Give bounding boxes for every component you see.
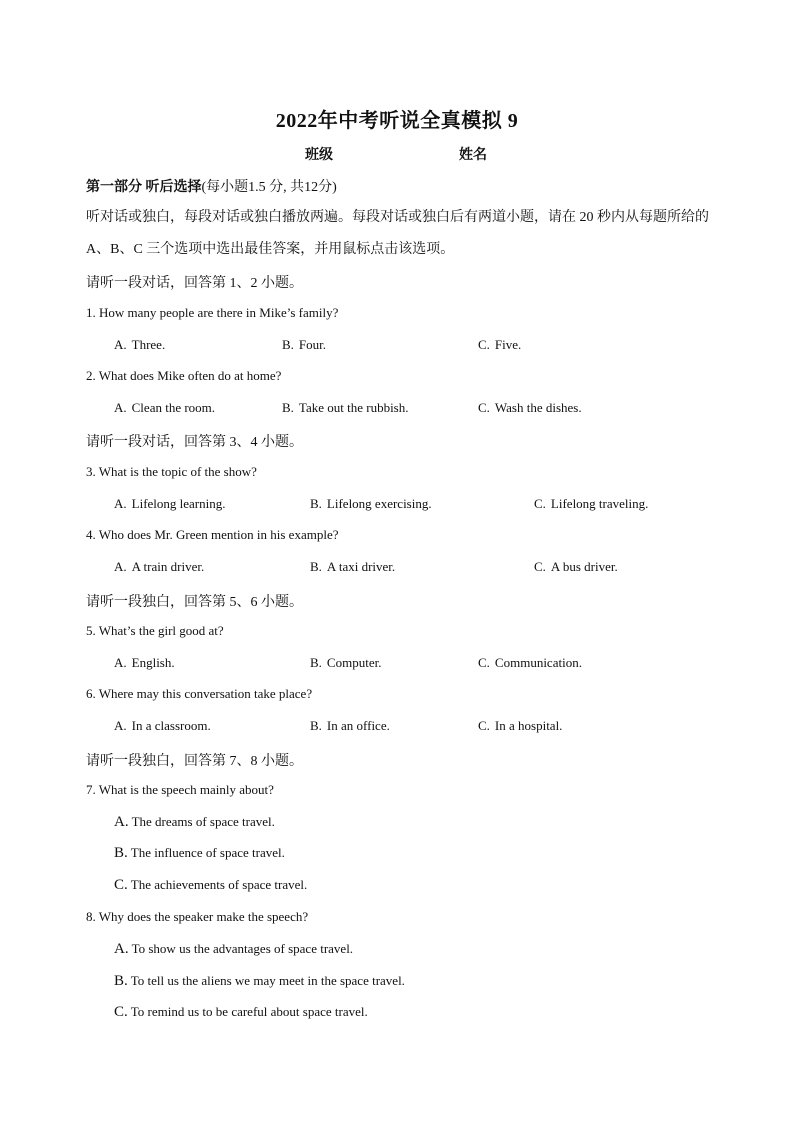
question-6-option-a[interactable]: A. In a classroom. bbox=[114, 718, 211, 733]
name-label: 姓名 bbox=[459, 148, 487, 163]
question-6-option-b[interactable]: B. In an office. bbox=[310, 718, 390, 733]
question-8-option-c[interactable]: C. To remind us to be careful about space travel. bbox=[114, 1004, 368, 1020]
question-3: 3. What is the topic of the show? bbox=[86, 464, 257, 479]
section-title: 第一部分 听后选择 bbox=[86, 180, 202, 195]
question-4-option-a[interactable]: A. A train driver. bbox=[114, 559, 205, 574]
question-6: 6. Where may this conversation take place? bbox=[86, 686, 313, 701]
question-7: 7. What is the speech mainly about? bbox=[86, 782, 274, 797]
section-heading bbox=[86, 176, 337, 196]
section-scoring: (每小题1.5 分, 共12分) bbox=[201, 180, 337, 195]
question-4: 4. Who does Mr. Green mention in his example? bbox=[86, 527, 339, 542]
question-2-option-c[interactable]: C. Wash the dishes. bbox=[478, 400, 582, 415]
question-3-option-b[interactable]: B. Lifelong exercising. bbox=[310, 496, 432, 511]
question-2-option-a[interactable]: A. Clean the room. bbox=[114, 400, 216, 415]
question-5-option-c[interactable]: C. Communication. bbox=[478, 655, 582, 670]
group-instruction-3: 请听一段独白，回答第 5、6 小题。 bbox=[86, 595, 303, 610]
page-title: 2022年中考听说全真模拟 9 bbox=[275, 110, 519, 132]
question-5-option-b[interactable]: B. Computer. bbox=[310, 655, 382, 670]
question-5: 5. What’s the girl good at? bbox=[86, 623, 224, 638]
group-instruction-2: 请听一段对话，回答第 3、4 小题。 bbox=[86, 435, 303, 450]
group-instruction-4: 请听一段独白，回答第 7、8 小题。 bbox=[86, 754, 303, 769]
question-1: 1. How many people are there in Mike’s family? bbox=[86, 305, 339, 320]
intro-line-2: A、B、C 三个选项中选出最佳答案，并用鼠标点击该选项。 bbox=[86, 242, 455, 257]
question-2-option-b[interactable]: B. Take out the rubbish. bbox=[282, 400, 409, 415]
question-6-option-c[interactable]: C. In a hospital. bbox=[478, 718, 563, 733]
question-5-option-a[interactable]: A. English. bbox=[114, 655, 175, 670]
class-label: 班级 bbox=[305, 148, 333, 163]
question-7-option-a[interactable]: A. The dreams of space travel. bbox=[114, 814, 275, 830]
question-1-option-c[interactable]: C. Five. bbox=[478, 337, 522, 352]
question-7-option-b[interactable]: B. The influence of space travel. bbox=[114, 845, 285, 861]
question-3-option-c[interactable]: C. Lifelong traveling. bbox=[534, 496, 649, 511]
question-8-option-b[interactable]: B. To tell us the aliens we may meet in the space travel. bbox=[114, 973, 405, 989]
question-4-option-c[interactable]: C. A bus driver. bbox=[534, 559, 618, 574]
question-4-option-b[interactable]: B. A taxi driver. bbox=[310, 559, 396, 574]
question-1-option-b[interactable]: B. Four. bbox=[282, 337, 327, 352]
question-7-option-c[interactable]: C. The achievements of space travel. bbox=[114, 877, 308, 893]
question-8-option-a[interactable]: A. To show us the advantages of space travel. bbox=[114, 941, 354, 957]
question-1-option-a[interactable]: A. Three. bbox=[114, 337, 166, 352]
intro-line-1: 听对话或独白，每段对话或独白播放两遍。每段对话或独白后有两道小题，请在 20 秒内从每题所给的 bbox=[86, 210, 709, 225]
group-instruction-1: 请听一段对话，回答第 1、2 小题。 bbox=[86, 276, 303, 291]
question-3-option-a[interactable]: A. Lifelong learning. bbox=[114, 496, 226, 511]
question-2: 2. What does Mike often do at home? bbox=[86, 368, 282, 383]
question-8: 8. Why does the speaker make the speech? bbox=[86, 909, 309, 924]
